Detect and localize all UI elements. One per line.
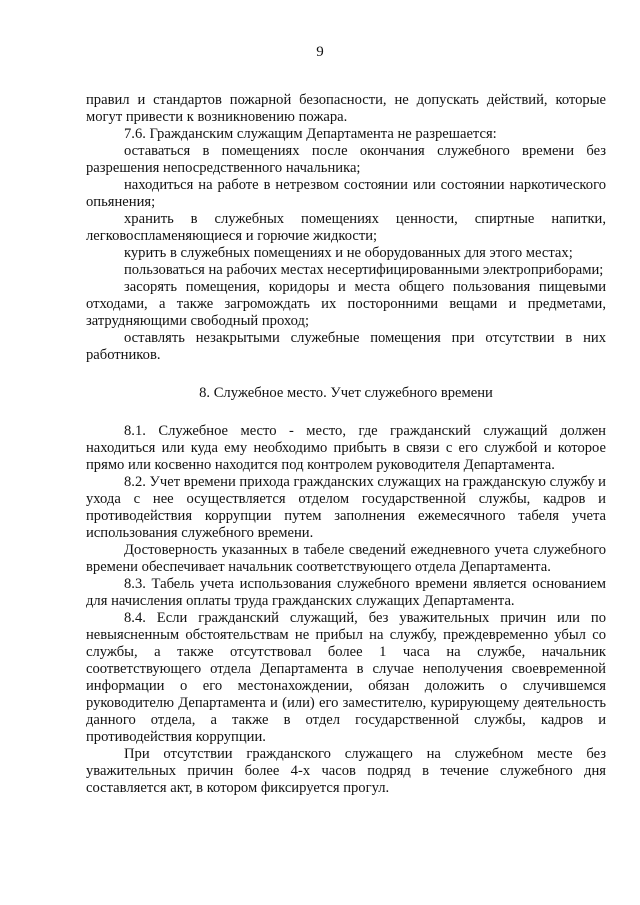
list-item-smoking: курить в служебных помещениях и не оборудованных для этого местах; bbox=[124, 245, 573, 261]
paragraph-8-2: 8.2. Учет времени прихода гражданских служащих на гражданскую службу и ухода с нее осуществляется отделом государственной службы, кадров и противодействия коррупции путем заполнения ежемесячного табеля учета использования служебного времени. bbox=[86, 474, 606, 541]
paragraph-8-1: 8.1. Служебное место - место, где гражданский служащий должен находиться или куда ему необходимо прибыть в связи с его службой и которое прямо или косвенно находится под контролем руководителя Департамента. bbox=[86, 423, 606, 473]
list-item-store-valuables: хранить в служебных помещениях ценности, спиртные напитки, легковоспламеняющиеся и горючие жидкости; bbox=[86, 211, 606, 244]
list-item-intoxication: находиться на работе в нетрезвом состоянии или состоянии наркотического опьянения; bbox=[86, 177, 606, 210]
list-item-stay-after-hours: оставаться в помещениях после окончания служебного времени без разрешения непосредственного начальника; bbox=[86, 143, 606, 176]
section-heading-8: 8. Служебное место. Учет служебного времени bbox=[199, 385, 493, 401]
paragraph-8-3: 8.3. Табель учета использования служебного времени является основанием для начисления оплаты труда гражданских служащих Департамента. bbox=[86, 576, 606, 609]
page-number: 9 bbox=[316, 44, 324, 60]
paragraph-fire-safety-continuation: правил и стандартов пожарной безопасности, не допускать действий, которые могут привести к возникновению пожара. bbox=[86, 92, 606, 125]
document-body bbox=[86, 92, 606, 797]
paragraph-absence-act: При отсутствии гражданского служащего на служебном месте без уважительных причин более 4-х часов подряд в течение служебного дня составляется акт, в котором фиксируется прогул. bbox=[86, 746, 606, 796]
paragraph-8-4: 8.4. Если гражданский служащий, без уважительных причин или по невыясненным обстоятельствам не прибыл на службу, преждевременно убыл со службы, а также отсутствовал более 1 часа на службе, начальник соответствующего отдела Департамента в случае неполучения своевременной информации о его местонахождении, обязан доложить о случившемся руководителю Департамента и (или) его заместителю, курирующему деятельность данного отдела, а также в отдел государственной службы, кадров и противодействия коррупции. bbox=[86, 610, 606, 745]
list-item-unlocked-rooms: оставлять незакрытыми служебные помещения при отсутствии в них работников. bbox=[86, 330, 606, 363]
paragraph-timesheet-accuracy: Достоверность указанных в табеле сведений ежедневного учета служебного времени обеспечивает начальник соответствующего отдела Департамента. bbox=[86, 542, 606, 575]
list-item-electrical-devices: пользоваться на рабочих местах несертифицированными электроприборами; bbox=[124, 262, 604, 278]
paragraph-7-6: 7.6. Гражданским служащим Департамента не разрешается: bbox=[124, 126, 497, 142]
list-item-littering: засорять помещения, коридоры и места общего пользования пищевыми отходами, а также загромождать их посторонними вещами и предметами, затрудняющими свободный проход; bbox=[86, 279, 606, 329]
